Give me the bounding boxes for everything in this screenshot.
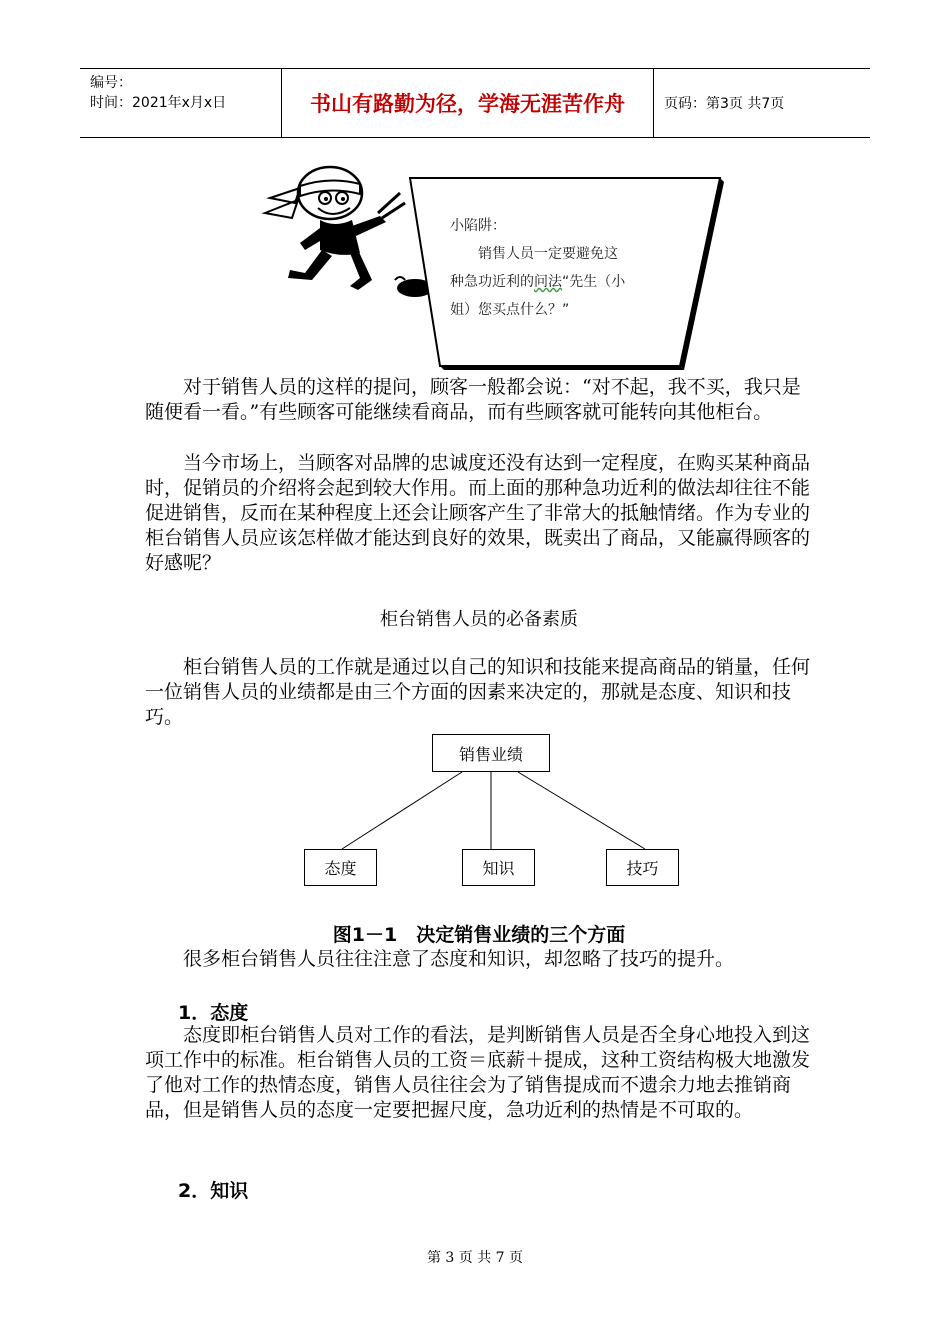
heading-knowledge: 2．知识 [178,1180,249,1202]
callout-line-3: 姐）您买点什么？” [450,302,570,318]
sales-performance-diagram [300,732,685,890]
paragraph-skill-neglect: 很多柜台销售人员往往注意了态度和知识，却忽略了技巧的提升。 [183,948,735,970]
diagram-node-knowledge: 知识 [462,849,535,886]
callout-line-2-a: 种急功近利的 [450,274,534,290]
diagram-node-skill: 技巧 [606,849,679,886]
callout-line-2-wavy: 问法 [534,274,562,290]
callout-line-1: 销售人员一定要避免这 [478,246,618,262]
header-meta [80,69,282,137]
document-date: 时间：2021年x月x日 [90,95,227,111]
header-page-info: 页码：第3页 共7页 [664,96,785,112]
callout-title: 小陷阱： [450,218,506,234]
paragraph-attitude: 态度即柜台销售人员对工作的看法，是判断销售人员是否全身心地投入到这项工作中的标准。柜台销售人员的工资＝底薪＋提成，这种工资结构极大地激发了他对工作的热情态度，销售人员往往会为了销售提成而不遗余力地去推销商品，但是销售人员的态度一定要把握尺度，急功近利的热情是不可取的。 [145,1024,811,1121]
document-number: 编号： [90,75,132,91]
heading-attitude: 1．态度 [178,1002,249,1024]
header-motto: 书山有路勤为径，学海无涯苦作舟 [282,69,654,137]
section-title: 柜台销售人员的必备素质 [380,609,578,630]
figure-caption: 图1－1 决定销售业绩的三个方面 [332,924,626,946]
paragraph-qualities: 柜台销售人员的工作就是通过以自己的知识和技能来提高商品的销量，任何一位销售人员的业绩都是由三个方面的因素来决定的，那就是态度、知识和技巧。 [145,656,811,728]
callout-line-2-b: “先生（小 [562,274,626,290]
page-footer: 第 3 页 共 7 页 [426,1250,524,1266]
callout-line-2 [450,274,625,290]
paragraph-market: 当今市场上，当顾客对品牌的忠诚度还没有达到一定程度，在购买某种商品时，促销员的介绍将会起到较大作用。而上面的那种急功近利的做法却往往不能促进销售，反而在某种程度上还会让顾客产生了非常大的抵触情绪。作为专业的柜台销售人员应该怎样做才能达到良好的效果，既卖出了商品，又能赢得顾客的好感呢？ [145,452,811,574]
page-header [80,68,870,138]
diagram-node-attitude: 态度 [304,849,377,886]
paragraph-customer-reply: 对于销售人员的这样的提问，顾客一般都会说：“对不起，我不买，我只是随便看一看。”有些顾客可能继续看商品，而有些顾客就可能转向其他柜台。 [145,376,801,423]
callout-text [450,212,660,324]
diagram-node-sales-performance: 销售业绩 [432,734,550,772]
